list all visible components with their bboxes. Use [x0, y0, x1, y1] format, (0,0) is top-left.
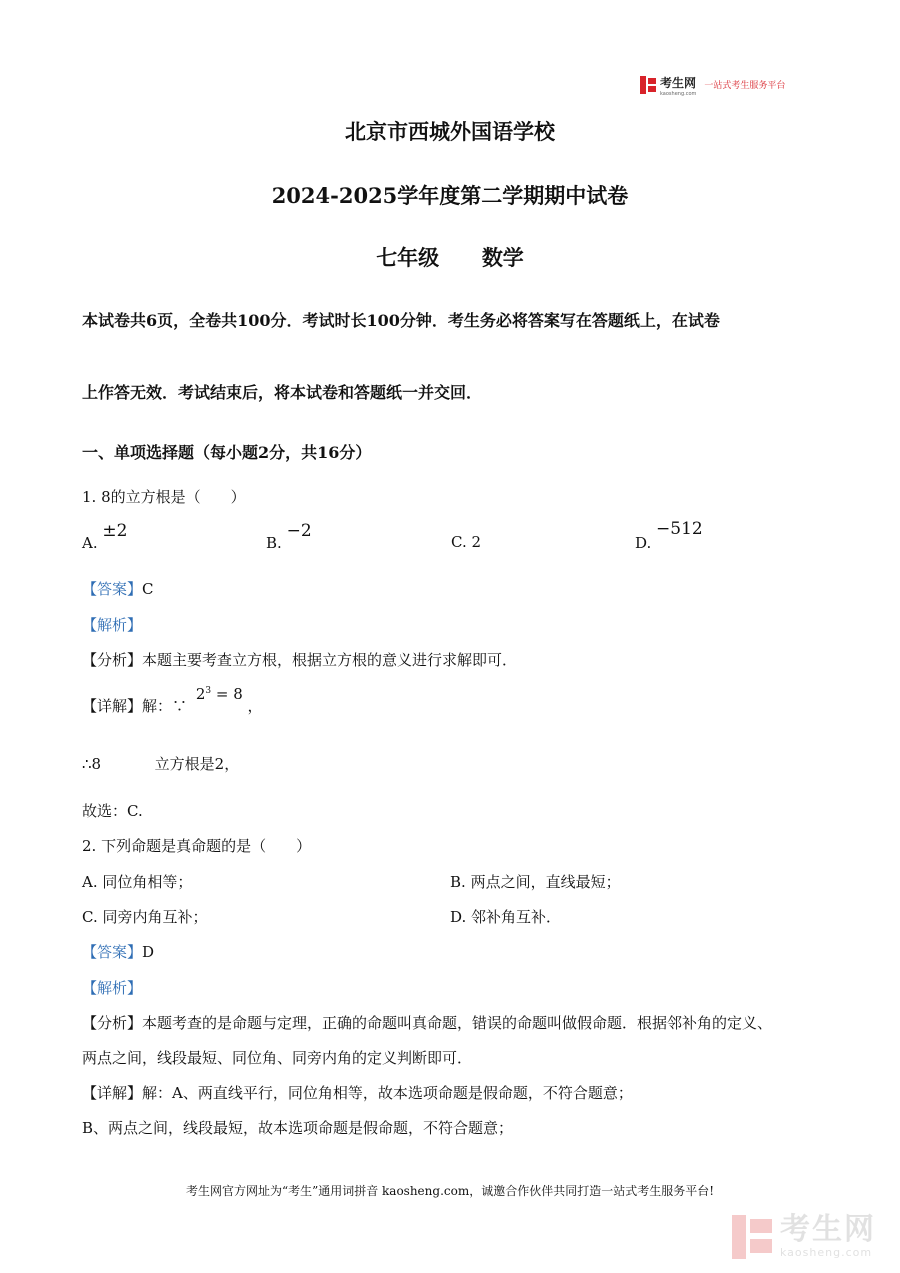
answer-tag: 【答案】	[82, 580, 143, 598]
option-value: 两点之间，直线最短；	[470, 873, 621, 891]
option-label: D.	[635, 534, 652, 552]
answer-tag: 【答案】	[82, 943, 143, 961]
grade: 七年级	[376, 245, 440, 270]
option-label: C.	[451, 533, 467, 551]
watermark-name: 考生网	[780, 1212, 876, 1247]
q2-option-a[interactable]	[82, 871, 192, 892]
watermark-text	[780, 1214, 876, 1259]
exam-title: 2024-2025学年度第二学期期中试卷	[271, 183, 629, 208]
q1-detail	[82, 685, 263, 716]
q1-conclusion	[82, 800, 143, 821]
q1-option-a[interactable]	[82, 521, 128, 553]
q2-answer	[82, 941, 154, 962]
detail-text: 、两点之间，线段最短，故本选项命题是假命题，不符合题意；	[93, 1119, 514, 1137]
detail-letter: B	[82, 1119, 94, 1137]
option-value: ±2	[102, 521, 128, 541]
logo-slogan: 一站式考生服务平台	[704, 81, 786, 91]
q2-analysis-tag: 【解析】	[82, 979, 143, 997]
q1-option-b[interactable]	[266, 521, 312, 553]
therefore-symbol: ∴8	[82, 755, 102, 773]
q2-detail-b	[82, 1117, 513, 1138]
fenxi-text: 本题主要考查立方根，根据立方根的意义进行求解即可．	[142, 651, 518, 669]
q2-fenxi-line2: 两点之间，线段最短、同位角、同旁内角的定义判断即可．	[82, 1049, 473, 1067]
q1-stem: 1. 8的立方根是（ ）	[82, 488, 246, 506]
option-value: −512	[656, 519, 703, 539]
school-title: 北京市西城外国语学校	[345, 119, 555, 144]
option-value: 同旁内角互补；	[102, 908, 208, 926]
section-heading: 一、单项选择题（每小题2分，共16分）	[82, 443, 372, 462]
answer-value: D	[142, 943, 155, 961]
option-value: 邻补角互补．	[471, 908, 562, 926]
detail-prefix: 解：∵	[142, 697, 188, 715]
option-value: −2	[286, 521, 312, 541]
option-value: 2	[471, 533, 482, 551]
detail-tag: 【详解】	[82, 697, 143, 715]
subject: 数学	[481, 245, 524, 270]
therefore-text: 立方根是2，	[154, 755, 240, 773]
instructions-line1: 本试卷共6页，全卷共100分．考试时长100分钟．考生务必将答案写在答题纸上，在试卷	[82, 311, 720, 330]
q2-option-c[interactable]	[82, 906, 208, 927]
detail-prefix: 解：	[142, 1084, 173, 1102]
q1-fenxi	[82, 649, 517, 670]
fenxi-tag: 【分析】	[82, 651, 143, 669]
logo-domain: kaosheng.com	[660, 91, 697, 97]
option-value: 同位角相等；	[102, 873, 193, 891]
q2-fenxi-line1	[82, 1012, 772, 1033]
q1-answer	[82, 578, 154, 599]
q1-option-c[interactable]	[451, 533, 481, 551]
option-label: B.	[266, 534, 282, 552]
answer-value: C	[142, 580, 154, 598]
q2-detail-a	[82, 1082, 633, 1103]
grade-subject-title	[0, 242, 900, 272]
q1-analysis-tag: 【解析】	[82, 616, 143, 634]
detail-text: 、两直线平行，同位角相等，故本选项命题是假命题，不符合题意；	[182, 1084, 633, 1102]
detail-equation	[196, 685, 248, 703]
header-logo	[640, 72, 785, 97]
logo-name: 考生网	[660, 76, 697, 90]
instructions-line2: 上作答无效．考试结束后，将本试卷和答题纸一并交回．	[82, 383, 483, 402]
q2-option-b[interactable]	[450, 871, 621, 892]
option-label: D.	[450, 908, 467, 926]
conclusion-value: C.	[127, 802, 143, 820]
equation-exponent: 3	[205, 686, 212, 696]
footer-text: 考生网官方网址为“考生”通用词拼音 kaosheng.com，诚邀合作伙伴共同打造一站式考生服务平台!	[185, 1184, 715, 1198]
option-label: A.	[82, 873, 98, 891]
watermark-logo	[732, 1214, 876, 1259]
option-label: A.	[82, 534, 98, 552]
q2-stem: 2. 下列命题是真命题的是（ ）	[82, 837, 312, 855]
fenxi-tag: 【分析】	[82, 1014, 143, 1032]
watermark-domain: kaosheng.com	[780, 1246, 873, 1259]
q2-option-d[interactable]	[450, 906, 561, 927]
equation-rest: = 8	[215, 685, 243, 703]
equation-base: 2	[195, 685, 206, 703]
detail-tag: 【详解】	[82, 1084, 143, 1102]
kaosheng-logo-icon	[640, 76, 656, 94]
kaosheng-watermark-icon	[732, 1215, 772, 1259]
option-label: B.	[450, 873, 466, 891]
logo-text	[660, 72, 696, 97]
conclusion-text: 故选：	[82, 802, 128, 820]
detail-comma: ，	[247, 697, 263, 715]
detail-letter: A	[172, 1084, 183, 1102]
fenxi-text: 本题考查的是命题与定理，正确的命题叫真命题，错误的命题叫做假命题．根据邻补角的定义、	[142, 1014, 773, 1032]
q1-option-d[interactable]	[635, 519, 703, 553]
option-label: C.	[82, 908, 98, 926]
q1-therefore	[82, 753, 239, 774]
